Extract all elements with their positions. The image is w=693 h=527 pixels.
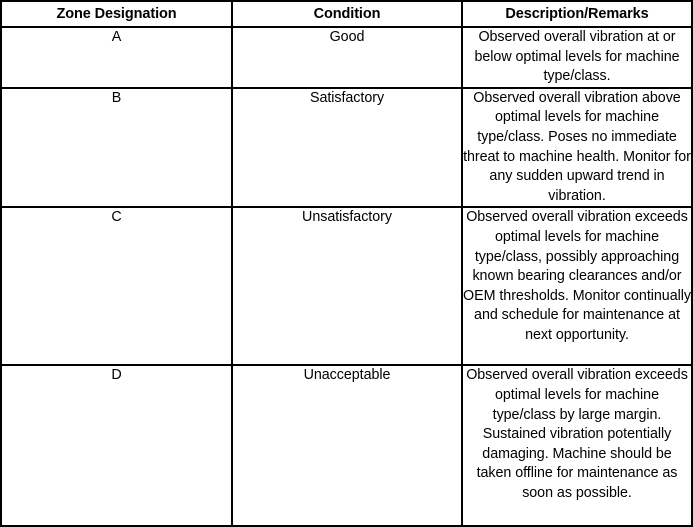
- description-text: Observed overall vibration above optimal levels for machine type/class. Poses no immediate threat to machine health. Monitor for any sudden upward trend in vibration.: [463, 89, 691, 204]
- cell-description: [462, 365, 692, 526]
- cell-zone-designation: D: [1, 365, 232, 526]
- cell-condition: Satisfactory: [232, 88, 462, 208]
- description-text: Observed overall vibration exceeds optimal levels for machine type/class, possibly approaching known bearing clearances and/or OEM thresholds. Monitor continually and schedule for maintenance at next opportunity.: [463, 209, 691, 343]
- cell-description: [462, 207, 692, 365]
- column-header-condition: Condition: [232, 1, 462, 27]
- cell-zone-designation: A: [1, 27, 232, 88]
- column-header-zone-designation: Zone Designation: [1, 1, 232, 27]
- table-row: [1, 27, 692, 88]
- table-row: [1, 88, 692, 208]
- table-header: [1, 1, 692, 27]
- description-text: Observed overall vibration at or below optimal levels for machine type/class.: [474, 29, 680, 85]
- cell-description: [462, 27, 692, 88]
- column-header-description-remarks: Description/Remarks: [462, 1, 692, 27]
- table-row: [1, 365, 692, 526]
- cell-condition: Good: [232, 27, 462, 88]
- table-row: [1, 207, 692, 365]
- table-header-row: [1, 1, 692, 27]
- cell-description: [462, 88, 692, 208]
- cell-condition: Unacceptable: [232, 365, 462, 526]
- description-text: Observed overall vibration exceeds optimal levels for machine type/class by large margin. Sustained vibration potentially damaging. Machine should be taken offline for maintenance as soon as possible.: [466, 367, 688, 501]
- cell-condition: Unsatisfactory: [232, 207, 462, 365]
- table-body: [1, 27, 692, 526]
- cell-zone-designation: C: [1, 207, 232, 365]
- cell-zone-designation: B: [1, 88, 232, 208]
